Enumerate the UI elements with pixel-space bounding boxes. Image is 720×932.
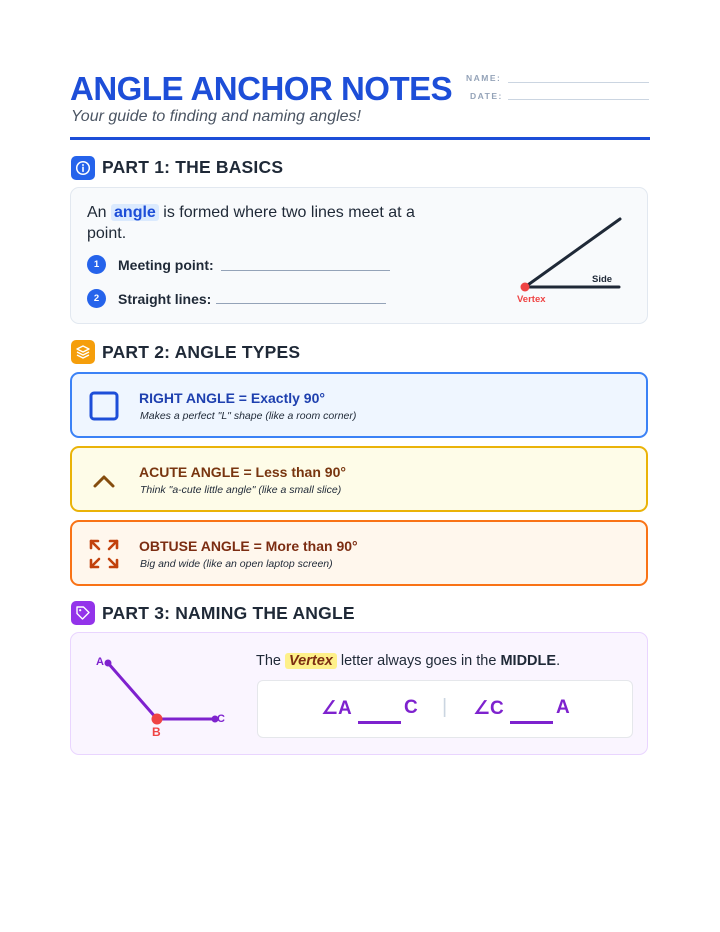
answer1-right: C [404,697,418,718]
chevron-up-icon [88,464,120,496]
acute-angle-description: Think "a-cute little angle" (like a small slice) [140,484,342,496]
vertex-label: Vertex [517,294,546,305]
name-field[interactable] [508,82,649,83]
straight-lines-label: Straight lines: [118,291,212,307]
answer-separator: | [442,696,448,718]
rule-before: The [256,653,281,669]
worksheet-subtitle: Your guide to finding and naming angles! [71,108,361,125]
obtuse-angle-title: OBTUSE ANGLE = More than 90° [139,538,358,554]
vertex-dot [521,283,530,292]
abc-angle-diagram [91,651,231,743]
vertex-rule [256,653,560,669]
part3-heading: PART 3: NAMING THE ANGLE [102,603,355,623]
vertex-keyword: Vertex [285,653,337,669]
date-label: DATE: [470,91,503,101]
info-icon [71,156,95,180]
middle-keyword: MIDDLE [500,653,557,669]
point-b-label: B [152,725,161,739]
basics-card [70,187,648,324]
rule-end: . [556,653,561,669]
worksheet-title: ANGLE ANCHOR NOTES [70,70,453,107]
right-angle-card [70,372,648,438]
intro-before: An [87,204,107,221]
angle-keyword: angle [111,204,159,221]
straight-lines-blank[interactable] [216,303,386,304]
answer1-left: ∠A [321,698,352,719]
acute-angle-card [70,446,648,512]
meeting-point-blank[interactable] [221,270,390,271]
acute-angle-title: ACUTE ANGLE = Less than 90° [139,464,346,480]
tag-icon [71,601,95,625]
obtuse-angle-description: Big and wide (like an open laptop screen) [140,558,333,570]
name-label: NAME: [466,73,502,83]
answer1-blank[interactable] [358,721,401,724]
side-label: Side [592,274,613,285]
square-icon [88,390,120,422]
meeting-point-label: Meeting point: [118,257,214,273]
answer2-right: A [556,697,570,718]
right-angle-description: Makes a perfect "L" shape (like a room corner) [140,410,357,422]
angle-definition [87,202,457,244]
naming-card [70,632,648,755]
answer2-blank[interactable] [510,721,553,724]
rule-middle: letter always goes in the [340,653,497,669]
part1-heading: PART 1: THE BASICS [102,157,284,177]
intro-after: is formed where two lines meet at a point. [87,204,415,242]
point-a-dot [105,660,112,667]
point-a-label: A [96,656,104,668]
question-number-1: 1 [87,255,106,274]
date-field[interactable] [508,99,649,100]
answer2-left: ∠C [473,698,504,719]
part2-heading: PART 2: ANGLE TYPES [102,342,301,362]
expand-arrows-icon [88,538,120,570]
point-b-dot [152,714,163,725]
question-number-2: 2 [87,289,106,308]
obtuse-angle-card [70,520,648,586]
layers-icon [71,340,95,364]
ray-ba [108,663,157,719]
point-c-label: C [217,713,225,725]
right-angle-title: RIGHT ANGLE = Exactly 90° [139,390,325,406]
naming-answer-box [257,680,633,738]
header-divider [70,137,650,140]
